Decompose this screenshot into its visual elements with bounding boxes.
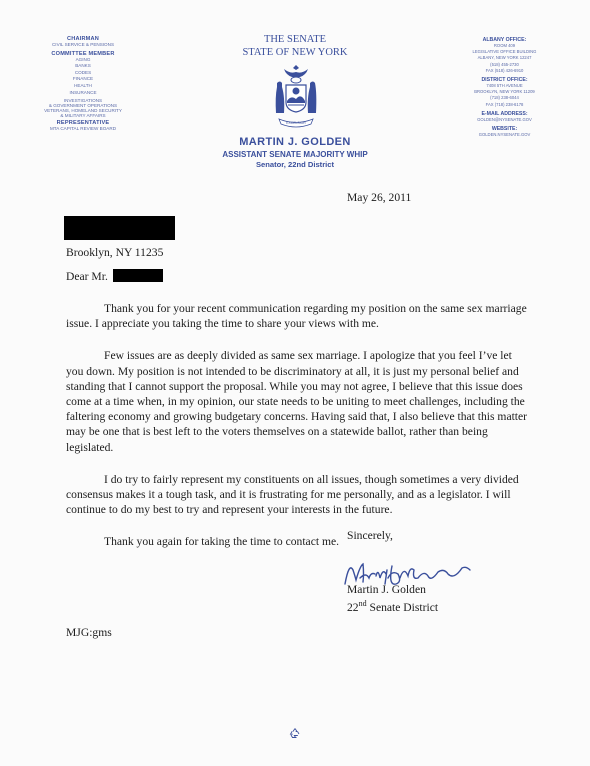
committee-item: VETERANS, HOMELAND SECURITY [44, 108, 122, 114]
senator-block [170, 136, 420, 169]
committee-item: INSURANCE [69, 89, 97, 95]
district-office-line: BROOKLYN, NEW YORK 11209 [474, 89, 535, 95]
committee-item: & GOVERNMENT OPERATIONS [48, 103, 118, 109]
salutation-prefix: Dear Mr. [66, 270, 108, 283]
letterhead-title [195, 33, 395, 59]
redacted-recipient-name [64, 216, 175, 240]
letter-body [66, 301, 528, 567]
website-heading: WEBSITE: [491, 126, 518, 133]
email-heading: E-MAIL ADDRESS: [481, 110, 528, 117]
letterhead-offices [442, 34, 567, 138]
recipient-city: Brooklyn, NY 11235 [66, 246, 164, 259]
letter-paragraph: Thank you again for taking the time to contact me. [104, 535, 340, 549]
district-office-heading: DISTRICT OFFICE: [481, 77, 528, 84]
letter-paragraph: Thank you for your recent communication regarding my position on the same sex marriage issue. I appreciate you taking the time to share your views with me. [66, 302, 527, 331]
typist-initials: MJG:gms [66, 626, 112, 639]
letterhead-committees [18, 34, 148, 133]
recycle-icon [289, 727, 301, 739]
closing: Sincerely, [347, 529, 393, 542]
letter-paragraph: I do try to fairly represent my constituents on all issues, though sometimes a very divided consensus makes it a tough task, and it is frustrating for me personally, and as a legislator. I will continue to do my best to try and represent your interests in the future. [66, 472, 519, 517]
signer-title: 22nd Senate District [347, 599, 439, 614]
committee-item: INVESTIGATIONS [63, 98, 103, 104]
albany-office-line: FAX (518) 426-6910 [485, 67, 524, 73]
committee-item: CODES [74, 69, 92, 75]
letter-date: May 26, 2011 [347, 191, 412, 204]
district-office-line: FAX (718) 238-6178 [485, 101, 524, 107]
email-address: GOLDEN@NYSENATE.GOV [477, 116, 532, 122]
albany-office-line: ROOM 409 [493, 43, 516, 48]
signer-name: Martin J. Golden [347, 583, 426, 596]
representative-item: MTA CAPITAL REVIEW BOARD [49, 126, 117, 132]
committee-item: FINANCE [72, 76, 94, 82]
committee-item: & MILITARY AFFAIRS [60, 113, 106, 119]
website-address: GOLDEN.NYSENATE.GOV [478, 132, 531, 138]
albany-office-line: (518) 455-2730 [490, 61, 519, 67]
committee-item: AGING [75, 56, 91, 62]
committee-item: HEALTH [74, 82, 92, 88]
committee-member-heading: COMMITTEE MEMBER [51, 50, 115, 57]
senator-role: ASSISTANT SENATE MAJORITY WHIP [222, 150, 368, 159]
senator-district: Senator, 22nd District [255, 160, 335, 169]
senator-name: MARTIN J. GOLDEN [239, 136, 351, 148]
representative-heading: REPRESENTATIVE [56, 120, 110, 127]
chairman-item: CIVIL SERVICE & PENSIONS [51, 42, 115, 47]
state-title: STATE OF NEW YORK [242, 47, 348, 58]
committee-item: BANKS [75, 63, 91, 69]
albany-office-line: ALBANY, NEW YORK 12247 [477, 55, 532, 61]
district-office-line: (718) 238-6044 [490, 95, 519, 101]
new-york-seal-icon [271, 63, 321, 135]
letter-paragraph: Few issues are as deeply divided as same sex marriage. I apologize that you feel I’ve let you down. My position is not intended to be discriminatory at all, it is just my personal belief and standing that I cannot support the proposal. While you may not agree, I believe that this issue does come at a time when, in my opinion, our state needs to be uniting to meet challenges, including the faltering economy and growing budgetary concerns. Having said that, I also believe that this matter may be one that is best left to the voters themselves on a statewide ballot, rather than being legislated. [66, 349, 528, 454]
district-office-line: 7408 5TH AVENUE [486, 83, 523, 89]
seal-motto: EXCELSIOR [286, 121, 306, 125]
albany-office-heading: ALBANY OFFICE: [482, 37, 527, 43]
senate-title: THE SENATE [263, 34, 327, 45]
redacted-recipient-surname [113, 269, 163, 282]
chairman-heading: CHAIRMAN [66, 36, 100, 42]
albany-office-line: LEGISLATIVE OFFICE BUILDING [472, 49, 537, 55]
